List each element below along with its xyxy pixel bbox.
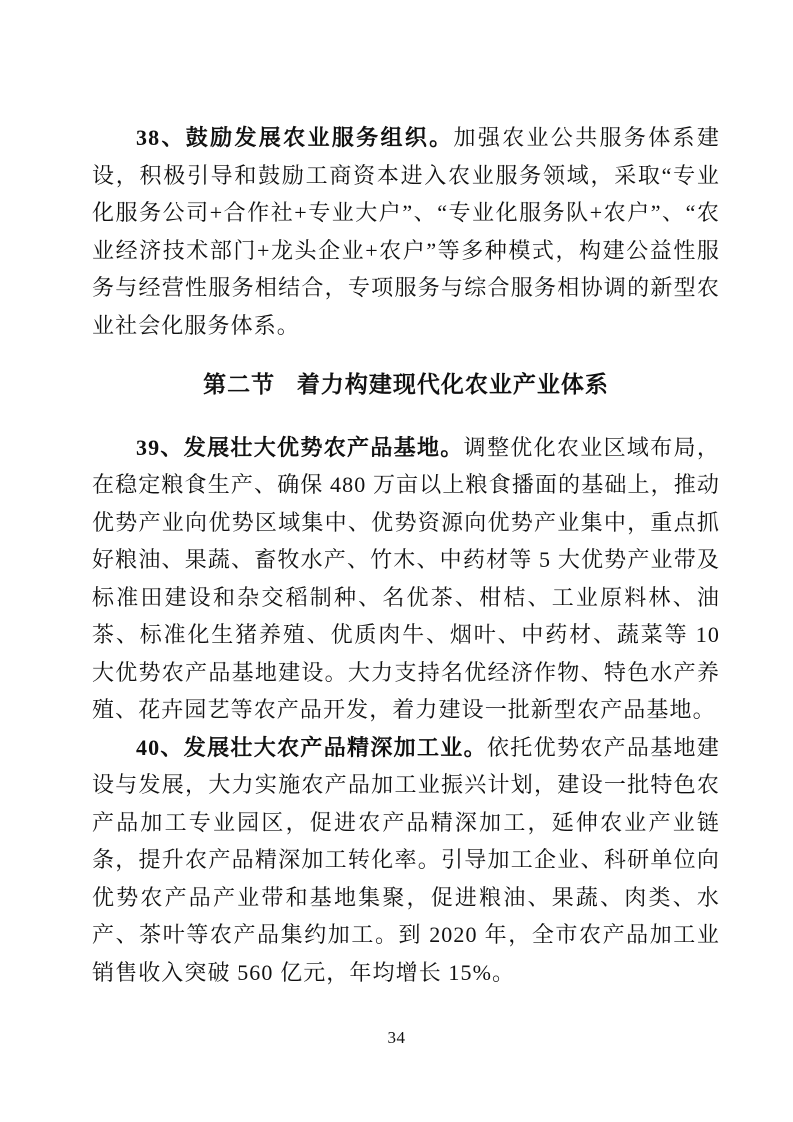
paragraph-38-lead: 38、鼓励发展农业服务组织。 xyxy=(136,125,454,150)
section-heading-label: 第二节 xyxy=(203,372,276,397)
paragraph-39-body: 调整优化农业区域布局，在稳定粮食生产、确保 480 万亩以上粮食播面的基础上，推动优势产业向优势区域集中、优势资源向优势产业集中，重点抓好粮油、果蔬、畜牧水产、竹木、中药材等 5 大优势产业带及标准田建设和杂交稻制种、名优茶、柑桔、工业原料林、油茶、标准化生猪养殖、优质肉牛、烟叶、中药材、蔬菜等 10 大优势农产品基地建设。大力支持名优经济作物、特色水产养殖、花卉园艺等农产品开发，着力建设一批新型农产品基地。 xyxy=(92,434,720,722)
paragraph-40-body: 依托优势农产品基地建设与发展，大力实施农产品加工业振兴计划，建设一批特色农产品加工专业园区，促进农产品精深加工，延伸农业产业链条，提升农产品精深加工转化率。引导加工企业、科研单位向优势农产品产业带和基地集聚，促进粮油、果蔬、肉类、水产、茶叶等农产品集约加工。到 2020 年，全市农产品加工业销售收入突破 560 亿元，年均增长 15%。 xyxy=(92,734,720,985)
paragraph-39-lead: 39、发展壮大优势农产品基地。 xyxy=(136,434,464,460)
section-heading xyxy=(92,366,720,404)
paragraph-38-body: 加强农业公共服务体系建设，积极引导和鼓励工商资本进入农业服务领域，采取“专业化服务公司+合作社+专业大户”、“专业化服务队+农户”、“农业经济技术部门+龙头企业+农户”等多种模式，构建公益性服务与经营性服务相结合，专项服务与综合服务相协调的新型农业社会化服务体系。 xyxy=(92,125,721,338)
page-number: 34 xyxy=(387,1028,406,1047)
paragraph-40-lead: 40、发展壮大农产品精深加工业。 xyxy=(136,734,487,760)
paragraph-38 xyxy=(92,119,720,344)
paragraph-39 xyxy=(92,429,720,729)
page-content xyxy=(92,119,720,991)
paragraph-40 xyxy=(92,729,720,992)
section-heading-title: 着力构建现代化农业产业体系 xyxy=(296,372,609,397)
